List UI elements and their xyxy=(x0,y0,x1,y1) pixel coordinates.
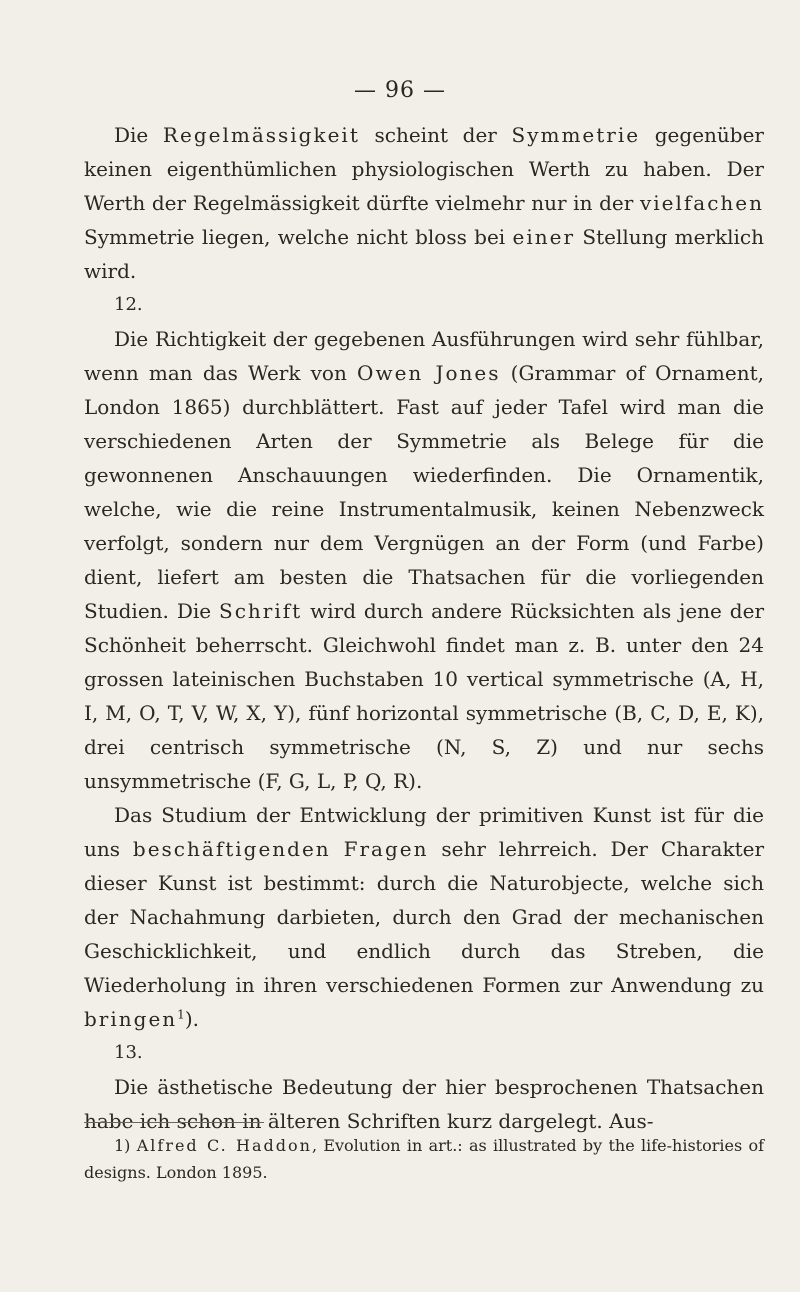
text-run: Symmetrie liegen, welche nicht bloss bei xyxy=(84,225,513,249)
paragraph-aesthetische-bedeutung: Die ästhetische Bedeutung der hier besprochenen Thatsachen habe ich schon in älteren Schriften kurz dargelegt. Aus- xyxy=(84,1075,764,1133)
footnote-divider xyxy=(84,1122,264,1123)
paragraph-primitive-kunst xyxy=(84,798,764,1036)
emphasis-einer: einer xyxy=(512,225,576,249)
text-run: sehr lehrreich. Der Charakter dieser Kunst ist bestimmt: durch die Naturobjecte, welche sich der Nachahmung darbieten, durch den Grad der mechanischen Geschicklichkeit, und endlich durch das Streben, die Wiederholung in ihren verschiedenen Formen zur Anwendung zu xyxy=(84,837,765,997)
text-run: Die xyxy=(114,123,163,147)
emphasis-bringen: bringen xyxy=(84,1007,178,1031)
emphasis-fragen: Fragen xyxy=(343,837,429,861)
footnote-marker: 1) xyxy=(114,1136,137,1155)
paragraph-regelmaessigkeit xyxy=(84,118,764,288)
emphasis-regelmaessigkeit: Regelmässigkeit xyxy=(162,123,360,147)
footnote xyxy=(84,1132,764,1186)
text-run xyxy=(331,837,344,861)
text-run: Das Studium der Entwicklung der primitiven Kunst ist für die uns xyxy=(84,803,764,861)
emphasis-schrift: Schrift xyxy=(219,599,303,623)
text-run: Stellung merklich wird. xyxy=(84,225,764,283)
text-run: gegenüber keinen eigenthümlichen physiologischen Werth zu haben. Der Werth der Regelmässigkeit dürfte vielmehr nur in der xyxy=(84,123,764,215)
emphasis-owen-jones: Owen Jones xyxy=(357,361,501,385)
text-run: ). xyxy=(184,1007,199,1031)
page-number: — 96 — xyxy=(354,78,446,103)
emphasis-symmetrie: Symmetrie xyxy=(511,123,641,147)
footnote-text: , Evolution in art.: as illustrated by the life-histories of designs. London 1895. xyxy=(84,1136,765,1182)
text-run: wird durch andere Rücksichten als jene der Schönheit beherrscht. Gleichwohl findet man z. B. unter den 24 grossen lateinischen Buchstaben 10 vertical symmetrische (A, H, I, M, O, T, V, W, X, Y), fünf horizontal symmetrische (B, C, D, E, K), drei centrisch symmetrische (N, S, Z) und nur sechs unsymmetrische (F, G, L, P, Q, R). xyxy=(84,599,765,793)
emphasis-vielfachen: vielfachen xyxy=(639,191,764,215)
section-number-13: 13. xyxy=(114,1042,143,1063)
emphasis-beschaeftigenden: beschäftigenden xyxy=(132,837,331,861)
footnote-author: Alfred C. Haddon xyxy=(136,1136,312,1155)
text-run: scheint der xyxy=(359,123,512,147)
text-run: (Grammar of Ornament, London 1865) durchblättert. Fast auf jeder Tafel wird man die verschiedenen Arten der Symmetrie als Belege für die gewonnenen Anschauungen wiederfinden. Die Ornamentik, welche, wie die reine Instrumentalmusik, keinen Nebenzweck verfolgt, sondern nur dem Vergnügen an der Form (und Farbe) dient, liefert am besten die Thatsachen für die vorliegenden Studien. Die xyxy=(84,361,764,623)
page-body xyxy=(84,118,764,1138)
section-number-12: 12. xyxy=(114,294,143,315)
footnote-reference[interactable]: 1 xyxy=(177,1007,185,1022)
paragraph-owen-jones xyxy=(84,322,764,798)
text-run: Die Richtigkeit der gegebenen Ausführungen wird sehr fühlbar, wenn man das Werk von xyxy=(84,327,764,385)
